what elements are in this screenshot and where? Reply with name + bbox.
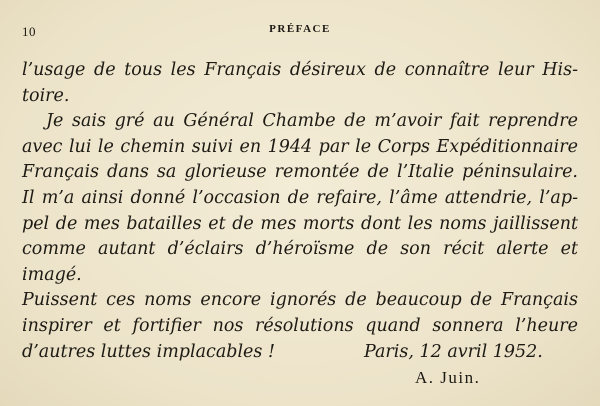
preface-text [22,58,578,365]
text-line: Français dans sa glorieuse remontée de l’Italie péninsulaire. [22,162,578,183]
text-line: Il m’a ainsi donné l’occasion de refaire, l’âme attendrie, l’ap- [22,187,578,208]
text-line: Je sais gré au Général Chambe de m’avoir fait reprendre [46,111,578,132]
text-line: inspirer et fortifier nos résolutions quand sonnera l’heure [22,315,578,336]
signature-name: A. Juin. [415,368,481,387]
text-line: pel de mes batailles et de mes morts dont les noms jaillissent [22,213,578,234]
text-line: comme autant d’éclairs d’héroïsme de son récit alerte et imagé. [22,239,578,285]
text-line: avec lui le chemin suivi en 1944 par le Corps Expéditionnaire [22,136,578,157]
text-line: l’usage de tous les Français désireux de connaître leur His- [22,60,578,80]
page-number: 10 [22,24,36,39]
text-line: toire. [22,85,70,106]
running-title: PRÉFACE [269,23,331,35]
text-line: Puissent ces noms encore ignorés de beaucoup de Français [22,290,578,311]
signature-place-date: Paris, 12 avril 1952. [364,342,543,362]
text-line: d’autres luttes implacables ! [22,341,275,362]
